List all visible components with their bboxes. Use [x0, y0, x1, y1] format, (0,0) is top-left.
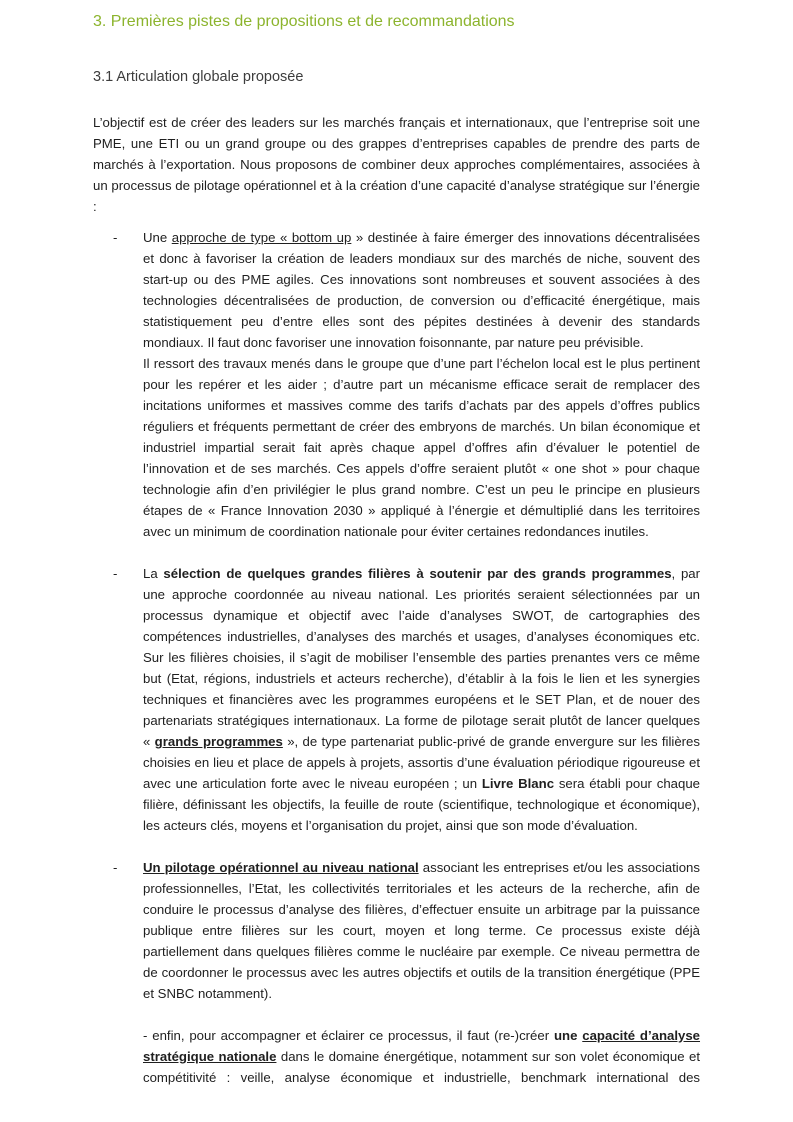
bullet-marker: -: [113, 566, 118, 581]
bullet-item-bottom-up: [93, 227, 700, 353]
bold-underlined-phrase: capacité d’analyse stratégique nationale: [143, 1028, 701, 1064]
text-segment: », de type partenariat public-privé de grande envergure sur les filières choisies en lieu et place de appels à projets, assortis d’une évaluation périodique rigoureuse et avec une articulation forte avec le niveau européen ; un: [143, 734, 700, 791]
bullet-item-selection-filieres: [93, 563, 700, 836]
bullet-marker: -: [113, 230, 118, 245]
section-heading: 3. Premières pistes de propositions et de recommandations: [93, 13, 515, 30]
bullet-continuation-paragraph: [93, 353, 700, 542]
text-segment: sera établi pour chaque filière, définissant les objectifs, la feuille de route (scientifique, technologique et économique), les acteurs clés, moyens et l’organisation du projet, ainsi que son mode d’évaluation.: [143, 776, 700, 833]
text-segment: Une: [143, 230, 172, 245]
paragraph-text: [143, 1025, 700, 1088]
bullet-text: [143, 857, 700, 1004]
bold-phrase: Livre Blanc: [481, 776, 555, 791]
bullet-text: [143, 563, 700, 836]
text-segment: associant les entreprises et/ou les associations professionnelles, l’Etat, les collectivités territoriales et les acteurs de la recherche, afin de conduire le processus d’analyse des filières, d’effectuer ensuite un arbitrage par la puissance publique entre filières sur les court, moyen et long terme. Ce processus existe déjà partiellement dans quelques filières comme le nucléaire par exemple. Ce niveau permettra de de coordonner le processus avec les autres objectifs et outils de la transition énergétique (PPE et SNBC notamment).: [143, 860, 700, 1001]
text-segment: - enfin, pour accompagner et éclairer ce processus, il faut (re-)créer: [143, 1028, 554, 1043]
bold-underlined-phrase: Un pilotage opérationnel au niveau national: [143, 860, 419, 875]
text-segment: , par une approche coordonnée au niveau national. Les priorités seraient sélectionnées par un processus dynamique et objectif avec l’aide d’analyses SWOT, de cartographies des compétences industrielles, d’analyses des marchés et usages, d’analyses économiques etc. Sur les filières choisies, il s’agit de mobiliser l’ensemble des parties prenantes vers ce même but (Etat, régions, industriels et acteurs recherche), d’établir à la fois le lien et les synergies techniques et financières avec les programmes européens et le SET Plan, et de nouer des partenariats stratégiques internationaux. La forme de pilotage serait plutôt de lancer quelques «: [143, 566, 701, 749]
subsection-heading: 3.1 Articulation globale proposée: [93, 69, 304, 85]
text-segment: dans le domaine énergétique, notamment sur son volet économique et compétitivité : veille, analyse économique et industrielle, benchmark international des: [143, 1049, 700, 1085]
bold-phrase: sélection de quelques grandes filières à soutenir par des grands programmes: [163, 566, 672, 581]
bullet-item-pilotage-operationnel: [93, 857, 700, 1004]
intro-paragraph: L’objectif est de créer des leaders sur les marchés français et internationaux, que l’entreprise soit une PME, une ETI ou un grand groupe ou des grappes d’entreprises capables de prendre des parts de marchés à l’exportation. Nous proposons de combiner deux approches complémentaires, associées à un processus de pilotage opérationnel et à la création d’une capacité d’analyse stratégique sur l’énergie :: [93, 115, 700, 214]
paragraph-text: Il ressort des travaux menés dans le groupe que d’une part l’échelon local est le plus pertinent pour les repérer et les aider ; d’autre part un mécanisme efficace serait de remplacer des incitations uniformes et massives comme des tarifs d’achats par des appels d’offres publics réguliers et fréquents permettant de créer des embryons de marchés. Un bilan économique et industriel impartial serait fait après chaque appel d’offres afin d’évaluer le potentiel de l’innovation et de ses marchés. Ces appels d’offre seraient plutôt « one shot » pour chaque technologie afin d’en privilégier le plus grand nombre. C’est un peu le principe en plusieurs étapes de « France Innovation 2030 » appliqué à l’énergie et démultiplié dans les territoires avec un minimum de coordination nationale pour éviter certaines redondances inutiles.: [143, 356, 700, 539]
bullet-marker: -: [113, 860, 118, 875]
text-segment: La: [143, 566, 164, 581]
bullet-text: [143, 227, 700, 353]
bold-phrase: une: [553, 1028, 583, 1043]
bold-underlined-phrase: grands programmes: [154, 734, 283, 749]
text-segment: » destinée à faire émerger des innovations décentralisées et donc à favoriser la création de leaders mondiaux sur des marchés de niche, souvent des start-up ou des PME agiles. Ces innovations sont nombreuses et souvent associées à des technologies décentralisées de production, de conversion ou d’efficacité énergétique, mais statistiquement peu d’entre elles sont des pépites destinées à devenir des standards mondiaux. Il faut donc favoriser une innovation foisonnante, par nature peu prévisible.: [143, 230, 700, 350]
underlined-phrase: approche de type « bottom up: [171, 230, 352, 245]
final-paragraph: [93, 1025, 700, 1088]
